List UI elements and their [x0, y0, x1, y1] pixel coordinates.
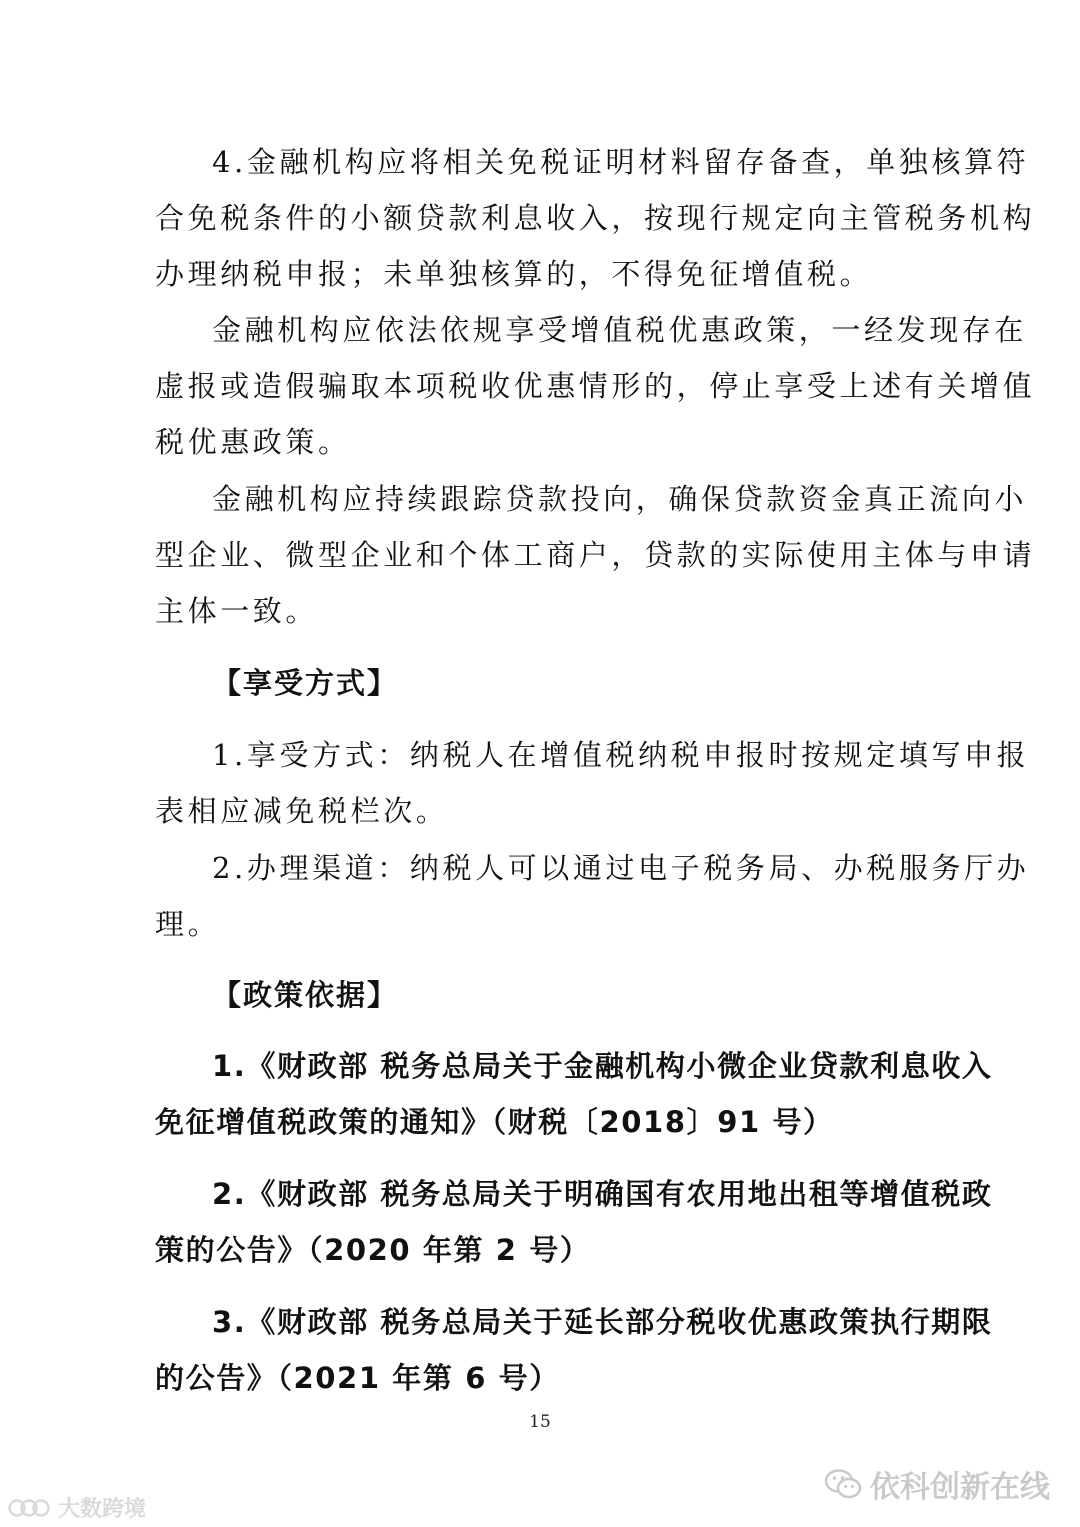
paragraph-line: 1.享受方式：纳税人在增值税纳税申报时按规定填写申报 [212, 738, 1030, 772]
wechat-icon [824, 1468, 862, 1500]
paragraph-line: 表相应减免税栏次。 [155, 794, 449, 828]
logo-icon [8, 1496, 52, 1520]
page-number: 15 [529, 1412, 551, 1432]
watermark-left [8, 1492, 146, 1523]
watermark-left-text: 大数跨境 [58, 1497, 147, 1522]
paragraph-line: 税优惠政策。 [155, 425, 351, 459]
paragraph-line: 合免税条件的小额贷款利息收入，按现行规定向主管税务机构 [155, 201, 1036, 235]
policy-reference-line: 3.《财政部 税务总局关于延长部分税收优惠政策执行期限 [212, 1305, 993, 1339]
policy-reference-line: 2.《财政部 税务总局关于明确国有农用地出租等增值税政 [212, 1177, 993, 1211]
paragraph-line: 理。 [155, 907, 221, 941]
paragraph-line: 主体一致。 [155, 594, 319, 628]
policy-reference-line: 免征增值税政策的通知》（财税〔2018〕91 号） [155, 1105, 834, 1139]
paragraph-line: 虚报或造假骗取本项税收优惠情形的，停止享受上述有关增值 [155, 369, 1036, 403]
paragraph-line: 办理纳税申报；未单独核算的，不得免征增值税。 [155, 257, 873, 291]
paragraph-line: 4.金融机构应将相关免税证明材料留存备查，单独核算符 [212, 145, 1030, 179]
paragraph-line: 型企业、微型企业和个体工商户，贷款的实际使用主体与申请 [155, 538, 1036, 572]
paragraph-line: 金融机构应依法依规享受增值税优惠政策，一经发现存在 [212, 313, 1028, 347]
policy-reference-line: 策的公告》（2020 年第 2 号） [155, 1233, 591, 1267]
policy-reference-line: 1.《财政部 税务总局关于金融机构小微企业贷款利息收入 [212, 1049, 993, 1083]
watermark-right-text: 依科创新在线 [870, 1470, 1050, 1505]
paragraph-line: 金融机构应持续跟踪贷款投向，确保贷款资金真正流向小 [212, 482, 1028, 516]
section-heading-enjoy-method: 【享受方式】 [212, 666, 399, 700]
policy-reference-line: 的公告》（2021 年第 6 号） [155, 1361, 560, 1395]
section-heading-policy-basis: 【政策依据】 [212, 978, 399, 1012]
paragraph-line: 2.办理渠道：纳税人可以通过电子税务局、办税服务厅办 [212, 851, 1030, 885]
watermark-right [824, 1462, 1050, 1506]
